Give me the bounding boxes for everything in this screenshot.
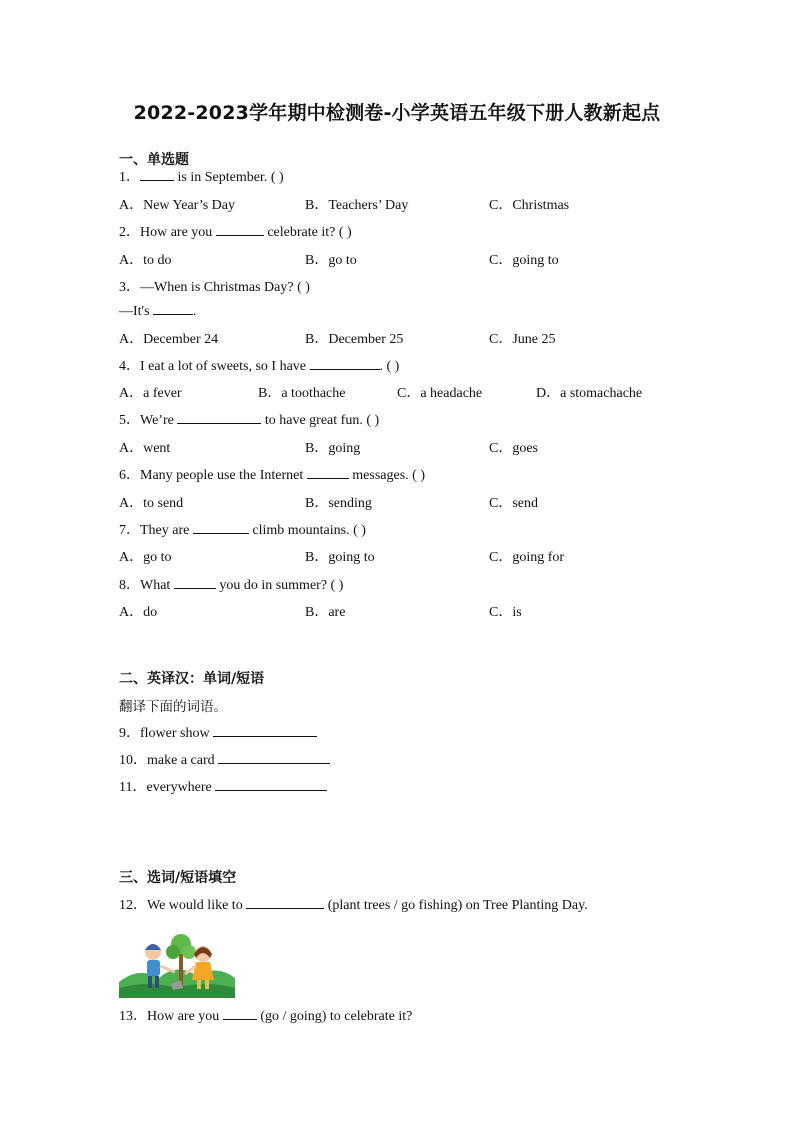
section-heading-3: 三、选词/短语填空 xyxy=(119,870,237,886)
section-heading-2: 二、英译汉：单词/短语 xyxy=(119,671,265,687)
option-5a[interactable]: A．went xyxy=(119,441,171,456)
option-4c[interactable]: C．a headache xyxy=(397,386,483,401)
answer-blank[interactable] xyxy=(223,1007,257,1020)
section-heading-1: 一、单选题 xyxy=(119,152,189,168)
answer-blank[interactable] xyxy=(215,778,327,791)
option-4b[interactable]: B．a toothache xyxy=(258,386,346,401)
question-2: 2．How are you celebrate it? ( ) xyxy=(119,225,352,240)
option-6b[interactable]: B．sending xyxy=(305,496,372,511)
answer-blank[interactable] xyxy=(174,576,216,589)
option-8b[interactable]: B．are xyxy=(305,605,346,620)
option-2a[interactable]: A．to do xyxy=(119,253,172,268)
question-1: 1． is in September. ( ) xyxy=(119,170,284,185)
tree-planting-illustration xyxy=(119,922,235,998)
page-title: 2022-2023学年期中检测卷-小学英语五年级下册人教新起点 xyxy=(133,102,661,124)
option-3c[interactable]: C．June 25 xyxy=(489,332,556,347)
question-6: 6．Many people use the Internet messages. ( ) xyxy=(119,468,425,483)
instruction-text: 翻译下面的词语。 xyxy=(119,699,227,715)
question-13: 13．How are you (go / going) to celebrate it? xyxy=(119,1009,413,1024)
question-4: 4．I eat a lot of sweets, so I have . ( ) xyxy=(119,359,400,374)
option-6a[interactable]: A．to send xyxy=(119,496,184,511)
question-11: 11．everywhere xyxy=(119,776,327,796)
answer-blank[interactable] xyxy=(216,223,264,236)
answer-blank[interactable] xyxy=(177,411,261,424)
option-3a[interactable]: A．December 24 xyxy=(119,332,219,347)
question-10: 10．make a card xyxy=(119,749,330,769)
option-1c[interactable]: C．Christmas xyxy=(489,198,570,213)
answer-blank[interactable] xyxy=(193,521,249,534)
option-7b[interactable]: B．going to xyxy=(305,550,375,565)
option-4d[interactable]: D．a stomachache xyxy=(536,386,643,401)
question-9: 9．flower show xyxy=(119,722,317,742)
question-3: 3．—When is Christmas Day? ( ) xyxy=(119,280,310,295)
option-1b[interactable]: B．Teachers’ Day xyxy=(305,198,409,213)
answer-blank[interactable] xyxy=(153,302,193,315)
answer-blank[interactable] xyxy=(307,466,349,479)
question-5: 5．We’re to have great fun. ( ) xyxy=(119,413,380,428)
option-5c[interactable]: C．goes xyxy=(489,441,538,456)
option-2c[interactable]: C．going to xyxy=(489,253,559,268)
option-8c[interactable]: C．is xyxy=(489,605,522,620)
option-7c[interactable]: C．going for xyxy=(489,550,565,565)
question-8: 8．What you do in summer? ( ) xyxy=(119,578,344,593)
answer-blank[interactable] xyxy=(140,168,174,181)
option-2b[interactable]: B．go to xyxy=(305,253,357,268)
option-4a[interactable]: A．a fever xyxy=(119,386,182,401)
option-7a[interactable]: A．go to xyxy=(119,550,172,565)
option-1a[interactable]: A．New Year’s Day xyxy=(119,198,236,213)
option-5b[interactable]: B．going xyxy=(305,441,361,456)
answer-blank[interactable] xyxy=(310,357,380,370)
answer-blank[interactable] xyxy=(213,724,317,737)
question-3-reply: —It's . xyxy=(119,304,197,319)
question-7: 7．They are climb mountains. ( ) xyxy=(119,523,366,538)
question-12: 12．We would like to (plant trees / go fishing) on Tree Planting Day. xyxy=(119,898,588,913)
option-3b[interactable]: B．December 25 xyxy=(305,332,404,347)
answer-blank[interactable] xyxy=(246,896,324,909)
answer-blank[interactable] xyxy=(218,751,330,764)
option-8a[interactable]: A．do xyxy=(119,605,158,620)
option-6c[interactable]: C．send xyxy=(489,496,538,511)
